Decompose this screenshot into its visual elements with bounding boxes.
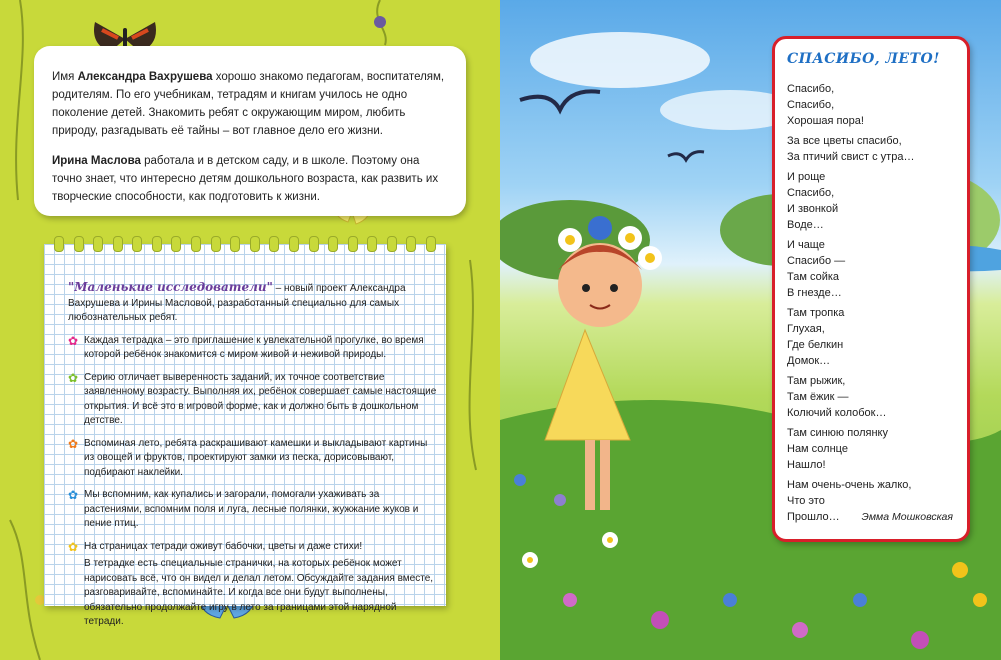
bio-paragraph-vakhrushev [52,68,452,140]
flower-bullet-icon: ✿ [68,436,79,451]
bio-p2-text: работала и в детском саду, и в школе. Поэтому она точно знает, что интересно детям дошкольного возраста, как развить их творческие способности, как подготовить к жизни. [52,155,439,203]
project-feature-text: Мы вспомним, как купались и загорали, помогали ухаживать за растениями, вспомним поля и луга, лесные полянки, жужжание жуков и пение птиц. [84,489,419,529]
author-bio-card [34,46,466,216]
project-feature-item [68,334,438,363]
right-page-illustration [500,0,1001,660]
poem-author: Эмма Мошковская [861,511,953,523]
author-name-maslova: Ирина Маслова [52,155,141,167]
project-feature-item [68,371,438,429]
poem-stanza: Нам очень-очень жалко, Что это Прошло… [787,479,912,523]
flower-bullet-icon: ✿ [68,333,79,348]
notepad-spiral [54,236,436,252]
project-feature-item [68,488,438,532]
left-page [0,0,500,660]
poem-stanza: Там тропка Глухая, Где белкин Домок… [787,307,845,367]
bio-paragraph-maslova [52,152,452,206]
poem-stanza: И роще Спасибо, И звонкой Воде… [787,171,839,231]
project-feature-list [68,334,438,555]
project-feature-text: Вспоминая лето, ребята раскрашивают камешки и выкладывают картины из овощей и фруктов, проектируют замки из песка, дорисовывают, подбирают наклейки. [84,437,428,478]
bio-p1-text: хорошо знакомо педагогам, воспитателям, родителям. По его учебникам, тетрадям и книгам училось не одно поколение детей. Знакомить ребят с окружающим миром, любить природу, разгадывать её тайны – вот главное дело его жизни. [52,71,445,137]
flower-bullet-icon: ✿ [68,539,79,554]
project-title: "Маленькие исследователи" [68,280,273,294]
project-feature-item [68,540,438,555]
swallow-icon [520,91,600,110]
bio-p1-pre: Имя [52,71,78,83]
project-intro [68,280,438,326]
notepad-content [68,280,438,630]
poem-stanza: Спасибо, Спасибо, Хорошая пора! [787,83,864,127]
project-feature-text: Серию отличает выверенность заданий, их точное соответствие заявленному возрасту. Выполняя их, ребёнок совершает самые настоящие открытия. И всё это в игровой форме, как и должно быть в дошкольном детстве. [84,371,437,426]
project-feature-text: Каждая тетрадка – это приглашение к увлекательной прогулке, во время которой ребёнок знакомится с миром живой и неживой природы. [84,334,424,360]
poem-card [772,36,970,542]
poem-stanza: За все цветы спасибо, За птичий свист с утра… [787,135,915,163]
project-feature-text: На страницах тетради оживут бабочки, цветы и даже стихи! [84,540,363,552]
poem-stanza: И чаще Спасибо — Там сойка В гнезде… [787,239,846,299]
project-feature-item [68,437,438,481]
poem-body [787,81,959,529]
poem-stanza: Там рыжик, Там ёжик — Колючий колобок… [787,375,887,419]
project-notepad [44,244,446,627]
poem-title: СПАСИБО, ЛЕТО! [787,51,940,67]
swallow-small-icon [668,152,704,160]
author-name-vakhrushev: Александра Вахрушева [77,71,213,83]
project-extra-text: В тетрадке есть специальные странички, на которых ребёнок может нарисовать всё, что он видел и делал летом. Обсуждайте задания вместе, разговаривайте, вспоминайте. И когда все они будут выполнены, обязательно продолжайте игру в лето за границами этой нарядной тетради. [84,558,434,627]
flower-bullet-icon: ✿ [68,370,79,385]
flower-bullet-icon: ✿ [68,488,79,502]
project-intro-text: – новый проект Александра Вахрушева и Ирины Масловой, разработанный специально для самых любознательных ребят. [68,283,406,323]
poem-stanza: Там синюю полянку Нам солнце Нашло! [787,427,888,471]
author-bio-text [52,68,452,218]
